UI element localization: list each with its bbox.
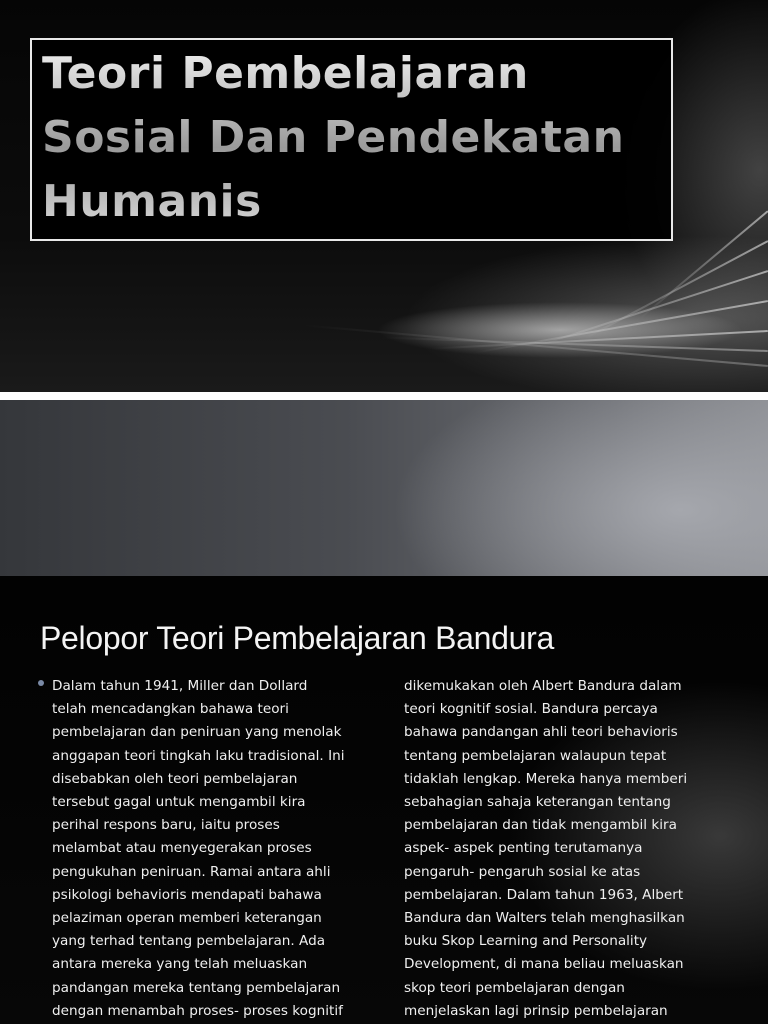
text-line: buku Skop Learning and Personality — [404, 933, 648, 950]
text-line: tentang pembelajaran walaupun tepat — [404, 747, 667, 764]
text-line: pengukuhan peniruan. Ramai antara ahli — [52, 863, 331, 880]
text-line: pembelajaran. Dalam tahun 1963, Albert — [404, 886, 684, 903]
light-streak — [302, 324, 768, 367]
text-line: pembelajaran dan tidak mengambil kira — [404, 817, 677, 834]
text-line: bahawa pandangan ahli teori behavioris — [404, 724, 678, 741]
text-line: Bandura dan Walters telah menghasilkan — [404, 910, 685, 927]
text-line: tidaklah lengkap. Mereka hanya memberi — [404, 770, 688, 787]
text-line: aspek- aspek penting terutamanya — [404, 840, 643, 857]
slide-title — [42, 42, 662, 234]
text-line: sebahagian sahaja keterangan tentang — [404, 794, 671, 811]
blank-slide — [0, 400, 768, 576]
text-line: pelaziman operan memberi keterangan — [52, 910, 322, 927]
text-line: menjelaskan lagi prinsip pembelajaran — [404, 1002, 668, 1019]
text-line: psikologi behavioris mendapati bahawa — [52, 886, 322, 903]
text-line: Dalam tahun 1941, Miller dan Dollard — [52, 678, 308, 694]
bullet-icon — [38, 680, 44, 686]
slide-heading: Pelopor Teori Pembelajaran Bandura — [40, 620, 554, 656]
title-slide — [0, 0, 768, 392]
text-line: pembelajaran dan peniruan yang menolak — [52, 724, 342, 741]
text-line: tersebut gagal untuk mengambil kira — [52, 794, 306, 811]
text-line: antara mereka yang telah meluaskan — [52, 956, 308, 973]
slide-title-line: Teori Pembelajaran — [42, 48, 529, 99]
text-line: skop teori pembelajaran dengan — [404, 979, 625, 996]
title-box — [30, 38, 673, 241]
text-line: Development, di mana beliau meluaskan — [404, 956, 684, 973]
text-line: disebabkan oleh teori pembelajaran — [52, 770, 298, 787]
text-line: dikemukakan oleh Albert Bandura dalam — [404, 678, 682, 694]
content-slide — [0, 576, 768, 1024]
slide-title-line: Humanis — [42, 176, 262, 227]
slide-divider — [0, 392, 768, 400]
text-column-left — [52, 675, 344, 1023]
text-column-right — [404, 675, 687, 1023]
text-line: teori kognitif sosial. Bandura percaya — [404, 701, 658, 718]
text-line: anggapan teori tingkah laku tradisional. Ini — [52, 747, 345, 764]
text-line: dengan menambah proses- proses kognitif — [52, 1002, 343, 1019]
text-line: perihal respons baru, iaitu proses — [52, 817, 280, 834]
text-line: yang terhad tentang pembelajaran. Ada — [52, 933, 326, 950]
text-line: pengaruh- pengaruh sosial ke atas — [404, 863, 641, 880]
slide-title-line: Sosial Dan Pendekatan — [42, 112, 625, 163]
text-line: pandangan mereka tentang pembelajaran — [52, 979, 341, 996]
light-streak — [584, 240, 768, 339]
text-line: telah mencadangkan bahawa teori — [52, 701, 289, 718]
text-line: melambat atau menyegerakan proses — [52, 840, 312, 857]
